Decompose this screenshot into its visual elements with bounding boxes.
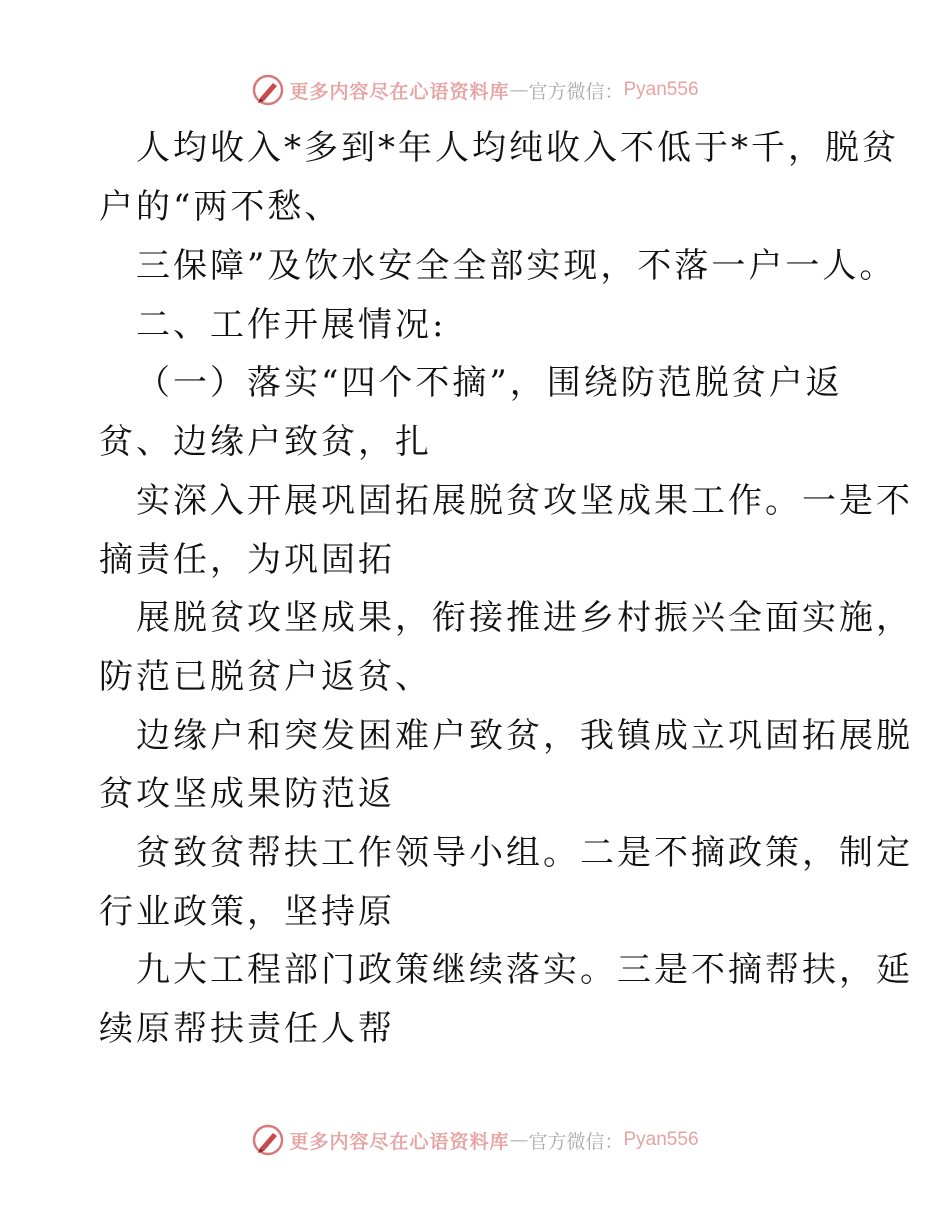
body-line: 三保障”及饮水安全全部实现，不落一户一人。 [136,246,897,286]
watermark-wechat-id: Pyan556 [623,1129,699,1150]
body-line: 户的“两不愁、 [99,187,342,227]
body-line: 行业政策，坚持原 [99,892,395,932]
header-watermark [0,70,950,110]
watermark-wechat-id: Pyan556 [623,79,699,100]
body-line: （一）落实“四个不摘”，围绕防范脱贫户返 [136,363,843,403]
footer-watermark [0,1120,950,1160]
watermark-brand-text: 更多内容尽在心语资料库 [289,80,510,103]
body-line: 展脱贫攻坚成果，衔接推进乡村振兴全面实施， [136,598,913,638]
body-line: 防范已脱贫户返贫、 [99,657,432,697]
watermark-label: 官方微信： [528,80,624,103]
body-line: 续原帮扶责任人帮 [99,1009,395,1049]
body-line: 边缘户和突发困难户致贫，我镇成立巩固拓展脱 [136,716,913,756]
body-line: 摘责任，为巩固拓 [99,540,395,580]
watermark-label: 官方微信： [528,1130,624,1153]
watermark-dash: — [509,1129,529,1151]
watermark-dash: — [509,79,529,101]
body-line: 贫攻坚成果防范返 [99,774,395,814]
body-line: 人均收入*多到*年人均纯收入不低于*千，脱贫 [136,128,899,168]
body-line: 九大工程部门政策继续落实。三是不摘帮扶，延 [136,950,913,990]
pen-nib-icon [251,1123,285,1157]
body-line: 贫、边缘户致贫，扎 [99,422,432,462]
section-heading: 二、工作开展情况: [136,305,447,345]
watermark-brand-text: 更多内容尽在心语资料库 [289,1130,510,1153]
pen-nib-icon [251,73,285,107]
body-line: 贫致贫帮扶工作领导小组。二是不摘政策，制定 [136,833,913,873]
body-line: 实深入开展巩固拓展脱贫攻坚成果工作。一是不 [136,481,913,521]
